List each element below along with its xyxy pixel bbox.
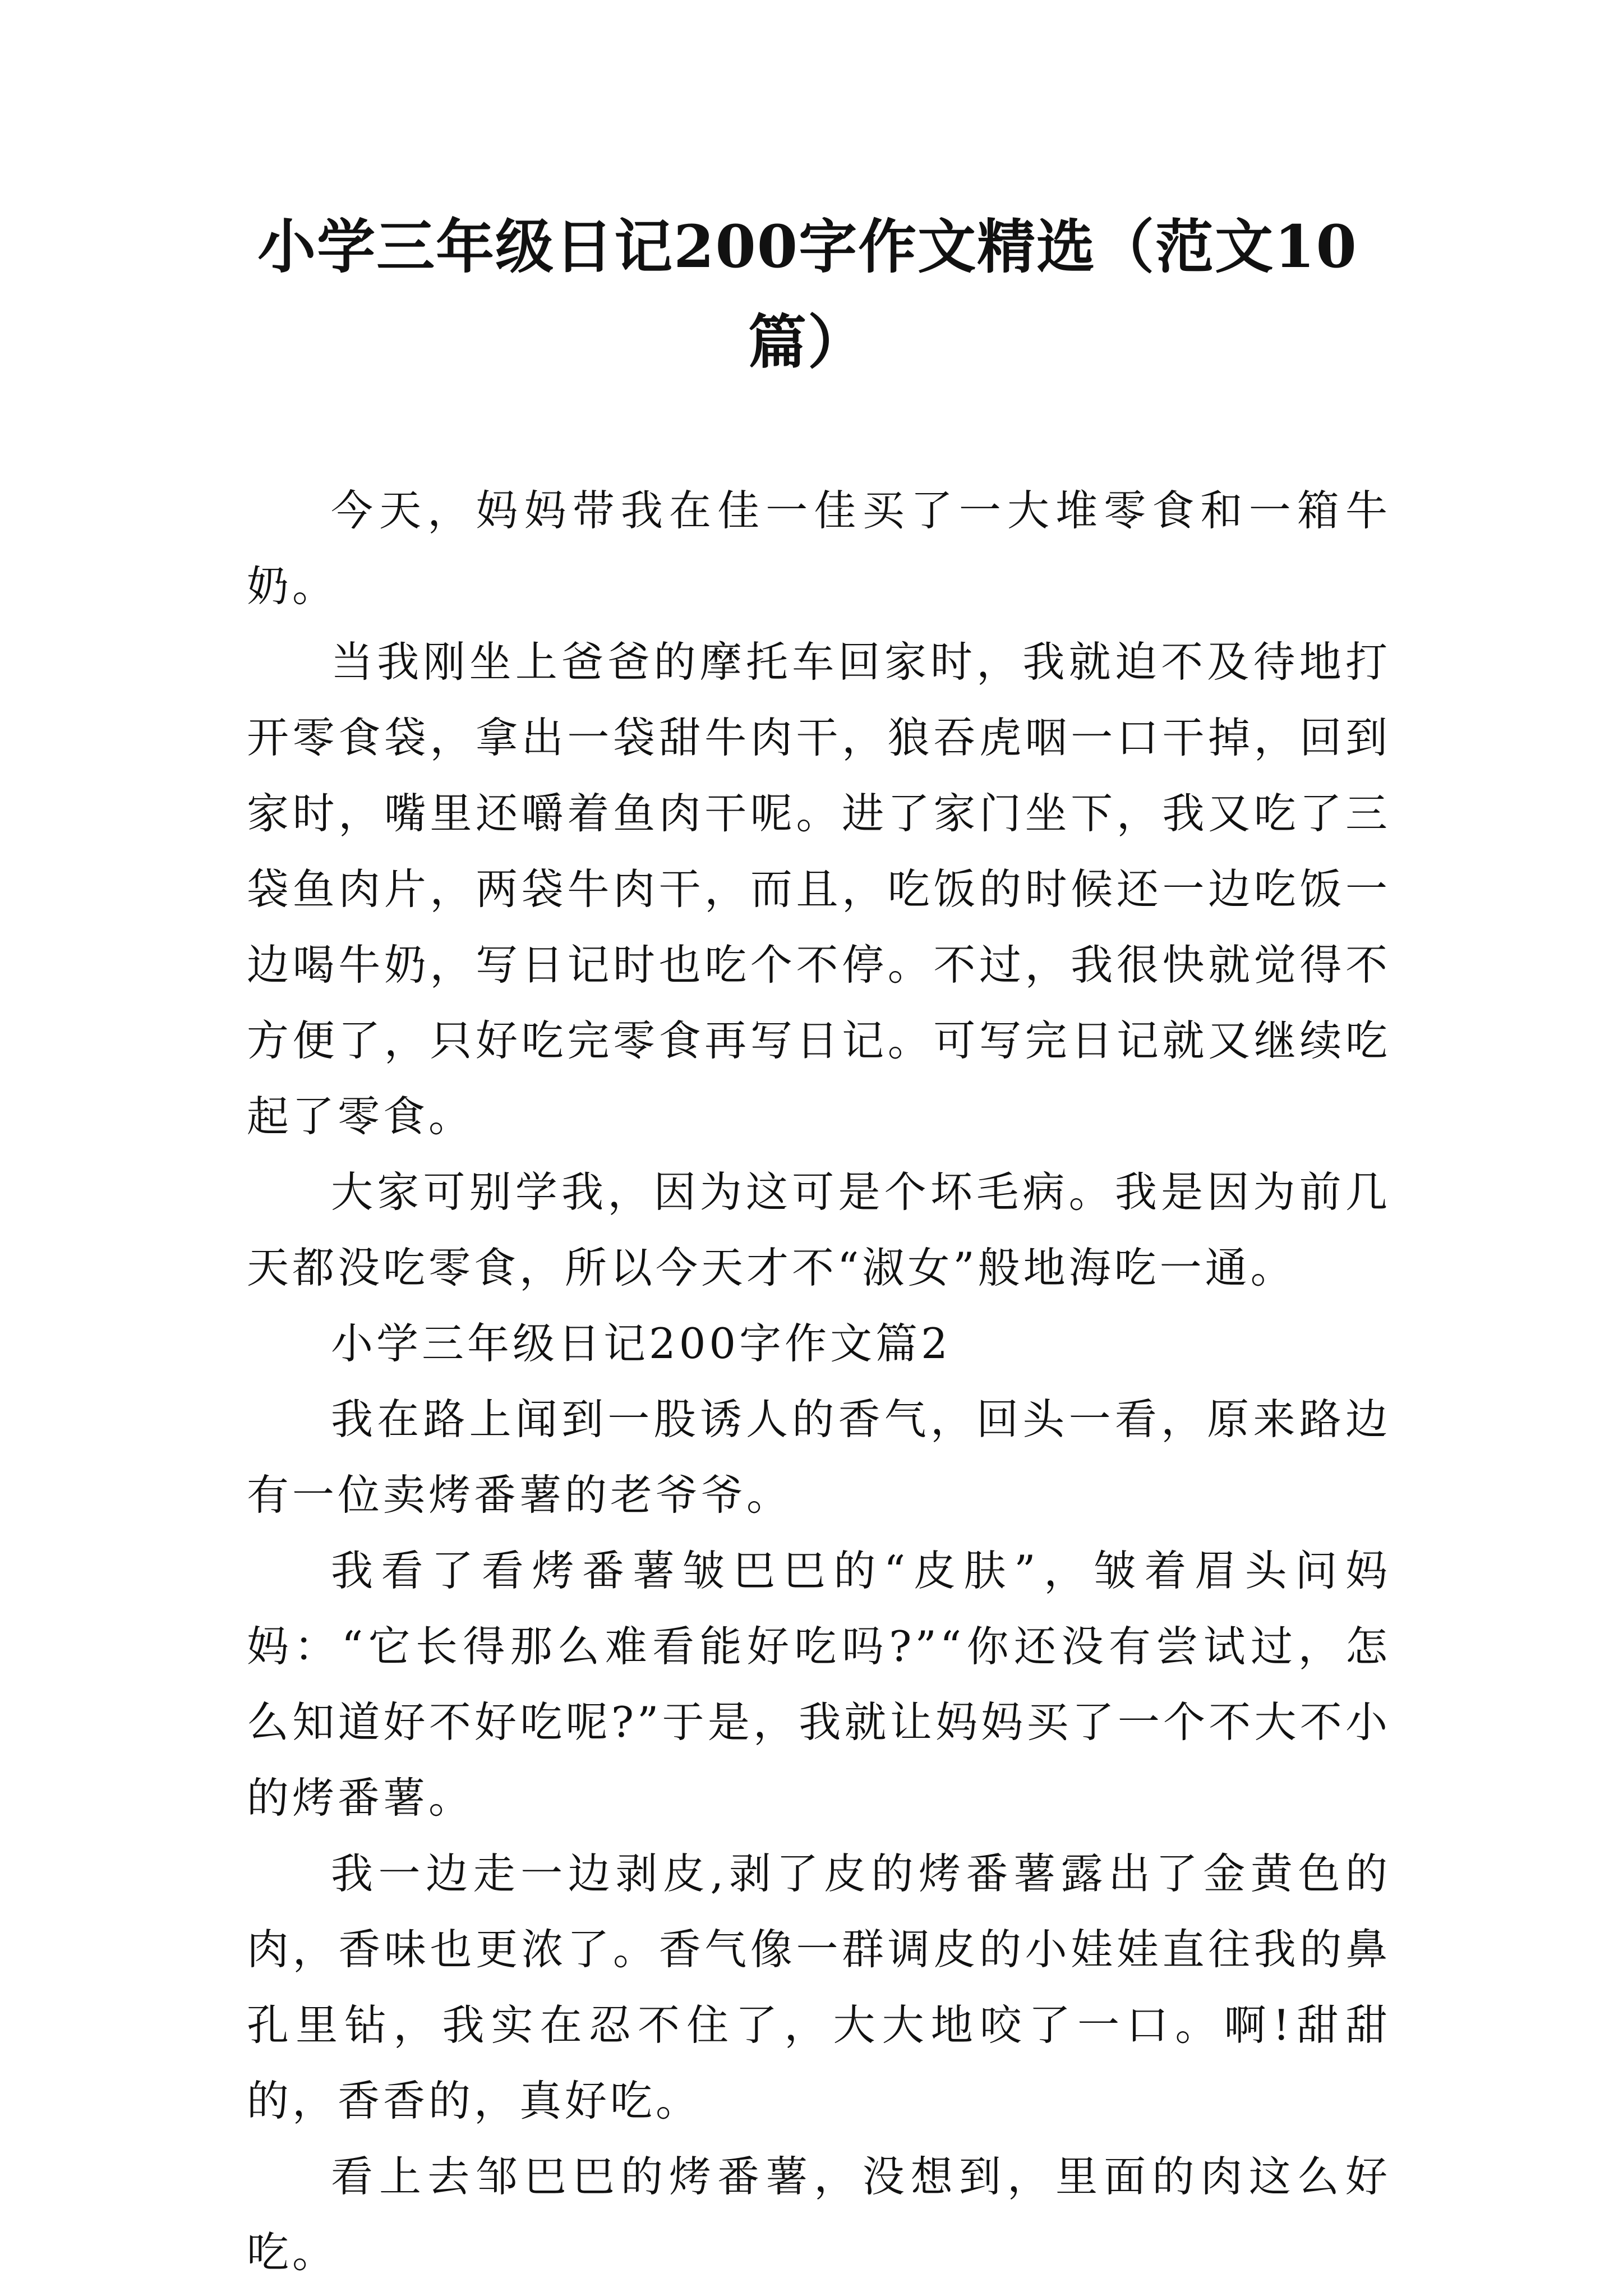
paragraph: 我看了看烤番薯皱巴巴的“皮肤”，皱着眉头问妈妈：“它长得那么难看能好吃吗?”“你还没有尝试过，怎么知道好不好吃呢?”于是，我就让妈妈买了一个不大不小的烤番薯。 xyxy=(247,1546,1391,1823)
paragraph: 当我刚坐上爸爸的摩托车回家时，我就迫不及待地打开零食袋，拿出一袋甜牛肉干，狼吞虎咽一口干掉，回到家时，嘴里还嚼着鱼肉干呢。进了家门坐下，我又吃了三袋鱼肉片，两袋牛肉干，而且，吃饭的时候还一边吃饭一边喝牛奶，写日记时也吃个不停。不过，我很快就觉得不方便了，只好吃完零食再写日记。可写完日记就又继续吃起了零食。 xyxy=(247,637,1391,1141)
document-body xyxy=(247,473,1391,2290)
paragraph: 今天，妈妈带我在佳一佳买了一大堆零食和一箱牛奶。 xyxy=(247,486,1391,611)
paragraph: 大家可别学我，因为这可是个坏毛病。我是因为前几天都没吃零食，所以今天才不“淑女”般地海吃一通。 xyxy=(247,1167,1391,1292)
paragraph: 我一边走一边剥皮,剥了皮的烤番薯露出了金黄色的肉，香味也更浓了。香气像一群调皮的小娃娃直往我的鼻孔里钻，我实在忍不住了，大大地咬了一口。啊!甜甜的，香香的，真好吃。 xyxy=(247,1849,1391,2125)
paragraph: 看上去邹巴巴的烤番薯，没想到，里面的肉这么好吃。 xyxy=(247,2152,1391,2277)
section-heading: 小学三年级日记200字作文篇2 xyxy=(331,1319,951,1368)
document-title: 小学三年级日记200字作文精选（范文10篇） xyxy=(257,212,1358,376)
paragraph: 我在路上闻到一股诱人的香气，回头一看，原来路边有一位卖烤番薯的老爷爷。 xyxy=(247,1395,1391,1520)
